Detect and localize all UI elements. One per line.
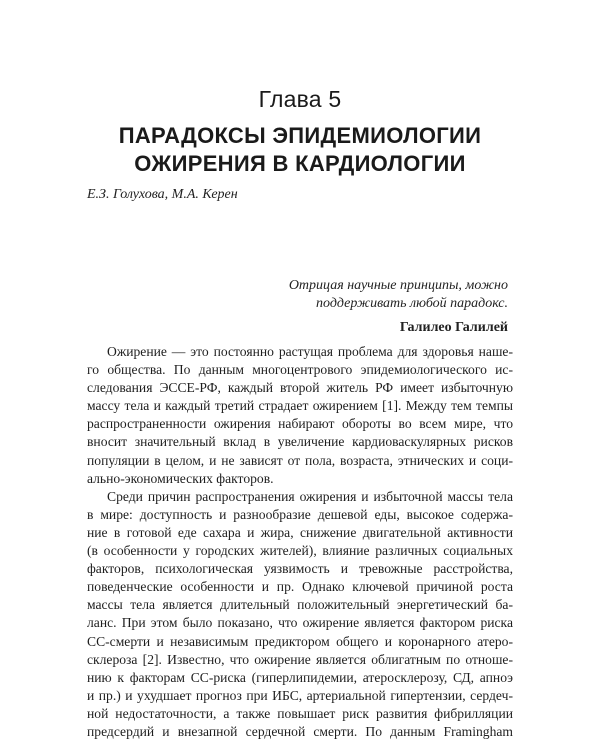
text-line: и пр.) и ухудшает прогноз при ИБС, артериальной гипертензии, сердеч- [87, 687, 513, 703]
text-line: СС-смерти и независимым предиктором общего и коронарного атеро- [87, 633, 513, 649]
chapter-title [0, 122, 600, 178]
text-line: следования ЭССЕ-РФ, каждый второй житель РФ имеет избыточную [87, 380, 513, 396]
text-line: склероза [2]. Известно, что ожирение является облигатным по отноше- [87, 651, 513, 667]
text-line: ной недостаточности, а также повышает риск развития фибрилляции [87, 705, 513, 721]
text-line: ланс. При этом было показано, что ожирение является фактором риска [87, 615, 513, 631]
text-line: предсердий и внезапной сердечной смерти. По данным Framingham [87, 723, 513, 739]
epigraph-line: поддерживать любой парадокс. [316, 296, 508, 311]
text-line: (в особенности у городских жителей), влияние различных социальных [87, 543, 513, 559]
chapter-label: Глава 5 [258, 86, 342, 112]
epigraph [208, 277, 508, 337]
text-line: популяции в целом, и не зависят от пола, возраста, этнических и соци- [87, 452, 513, 468]
text-line: факторов, психологическая уязвимость и тревожные расстройства, [87, 561, 513, 577]
text-line: в мире: доступность и разнообразие дешевой еды, высокое содержа- [87, 506, 513, 522]
epigraph-line: Отрицая научные принципы, можно [288, 278, 508, 293]
text-line: массу тела и каждый третий страдает ожирением [1]. Между тем темпы [87, 398, 513, 414]
text-line: вносит значительный вклад в увеличение кардиоваскулярных рисков [87, 434, 513, 450]
text-line: ально-экономических факторов. [87, 470, 274, 486]
epigraph-source: Галилео Галилей [399, 320, 508, 335]
body-text [87, 343, 513, 741]
authors: Е.З. Голухова, М.А. Керен [87, 187, 238, 202]
text-line: массы тела является длительный положительный энергетический ба- [87, 597, 513, 613]
text-line: Среди причин распространения ожирения и избыточной массы тела [107, 488, 513, 504]
text-line: Ожирение — это постоянно растущая проблема для здоровья наше- [107, 344, 513, 359]
text-line: поведенческие особенности и пр. Однако ключевой причиной роста [87, 579, 513, 595]
chapter-title-line: ОЖИРЕНИЯ В КАРДИОЛОГИИ [134, 151, 466, 176]
text-line: го общества. По данным многоцентрового эпидемиологического ис- [87, 362, 513, 378]
text-line: распространенности ожирения набирают обороты во всем мире, что [87, 416, 513, 432]
text-line: нию к факторам СС-риска (гиперлипидемии, атеросклерозу, СД, апноэ [87, 669, 513, 685]
text-line: ние в готовой еде сахара и жира, снижение двигательной активности [87, 524, 513, 540]
chapter-title-line: ПАРАДОКСЫ ЭПИДЕМИОЛОГИИ [118, 123, 482, 148]
